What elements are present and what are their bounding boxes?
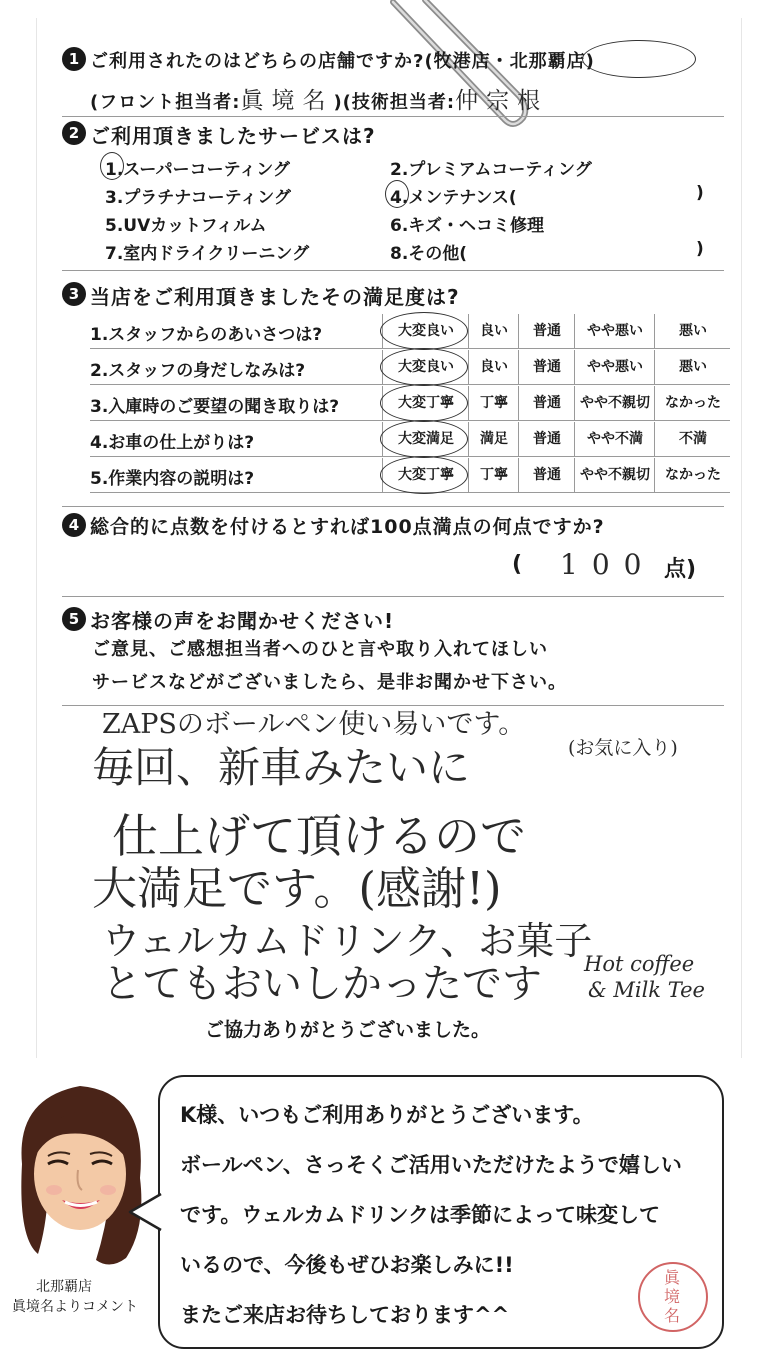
service-option[interactable]: 2.プレミアムコーティング bbox=[390, 160, 592, 180]
customer-comment: とてもおいしかったです bbox=[102, 961, 542, 1007]
question-5-number: 5 bbox=[62, 607, 86, 631]
rating-option[interactable]: 大変丁寧 bbox=[382, 458, 469, 492]
customer-comment: 仕上げて頂けるので bbox=[112, 809, 526, 863]
service-paren-close: ) bbox=[696, 239, 704, 259]
rating-option[interactable]: 良い bbox=[468, 350, 519, 384]
selection-circle-service-1 bbox=[100, 152, 124, 180]
rating-option[interactable]: やや悪い bbox=[574, 350, 655, 384]
question-1-label: ご利用されたのはどちらの店舗ですか?( bbox=[90, 51, 434, 72]
question-1-number: 1 bbox=[62, 47, 86, 71]
rating-label: 5.作業内容の説明は? bbox=[90, 469, 255, 489]
question-2-text: ご利用頂きましたサービスは? bbox=[90, 124, 376, 148]
service-option[interactable]: 1.スーパーコーティング bbox=[105, 160, 290, 180]
selection-circle-rating bbox=[380, 384, 468, 422]
rating-option[interactable]: 普通 bbox=[518, 350, 575, 384]
service-option[interactable]: 5.UVカットフィルム bbox=[105, 216, 267, 236]
rating-option[interactable]: 不満 bbox=[654, 422, 731, 456]
customer-comment: ZAPSのボールペン使い易いです。 bbox=[102, 709, 526, 740]
hanko-seal-text: 眞境名 bbox=[664, 1268, 681, 1325]
store-option-kitanaha[interactable]: 北那覇店 bbox=[509, 51, 586, 72]
selection-circle-rating bbox=[380, 312, 468, 350]
question-5-text: お客様の声をお聞かせください! bbox=[90, 609, 395, 633]
score-unit: 点) bbox=[664, 557, 697, 582]
front-staff-value: 眞境名 bbox=[240, 88, 334, 114]
rating-option[interactable]: 良い bbox=[468, 314, 519, 348]
rating-label: 3.入庫時のご要望の聞き取りは? bbox=[90, 397, 340, 417]
rating-option[interactable]: 丁寧 bbox=[468, 386, 519, 420]
rating-option[interactable]: やや不満 bbox=[574, 422, 655, 456]
question-1-close: ) bbox=[585, 51, 595, 72]
rating-label: 1.スタッフからのあいさつは? bbox=[90, 325, 323, 345]
rating-option[interactable]: 普通 bbox=[518, 422, 575, 456]
rating-label: 4.お車の仕上がりは? bbox=[90, 433, 255, 453]
reply-line: です。ウェルカムドリンクは季節によって味変して bbox=[180, 1203, 661, 1227]
question-3-text: 当店をご利用頂きましたその満足度は? bbox=[90, 285, 460, 309]
tech-staff-value: 仲宗根 bbox=[455, 88, 549, 114]
customer-comment: Hot coffee bbox=[584, 952, 695, 976]
selection-circle-store bbox=[582, 40, 696, 78]
rating-option[interactable]: やや不親切 bbox=[574, 386, 655, 420]
question-2-number: 2 bbox=[62, 121, 86, 145]
question-1-text bbox=[90, 47, 595, 73]
customer-comment: 毎回、新車みたいに bbox=[92, 743, 471, 792]
question-5-sub-2: サービスなどがございましたら、是非お聞かせ下さい。 bbox=[92, 672, 567, 693]
tech-staff-label: )(技術担当者: bbox=[333, 92, 456, 113]
customer-comment: ウェルカムドリンク、お菓子 bbox=[102, 919, 593, 963]
service-option[interactable]: 7.室内ドライクリーニング bbox=[105, 244, 310, 264]
reply-line: K様、いつもご利用ありがとうございます。 bbox=[180, 1103, 594, 1127]
reply-line: いるので、今後もぜひお楽しみに!! bbox=[180, 1253, 514, 1277]
rating-option[interactable]: 普通 bbox=[518, 386, 575, 420]
divider bbox=[62, 270, 724, 271]
service-paren-close: ) bbox=[696, 183, 704, 203]
staff-store: 北那覇店 bbox=[36, 1279, 92, 1295]
divider bbox=[62, 116, 724, 117]
divider bbox=[62, 506, 724, 507]
rating-option[interactable]: やや不親切 bbox=[574, 458, 655, 492]
customer-comment: & Milk Tee bbox=[588, 978, 705, 1002]
rating-label: 2.スタッフの身だしなみは? bbox=[90, 361, 306, 381]
service-option[interactable]: 6.キズ・ヘコミ修理 bbox=[390, 216, 544, 236]
rating-option[interactable]: 悪い bbox=[654, 350, 731, 384]
question-5-sub-1: ご意見、ご感想担当者へのひと言や取り入れてほしい bbox=[92, 639, 548, 660]
customer-comment: (お気に入り) bbox=[568, 737, 678, 759]
thanks-line: ご協力ありがとうございました。 bbox=[205, 1019, 491, 1041]
selection-circle-rating bbox=[380, 348, 468, 386]
hanko-seal bbox=[638, 1262, 708, 1332]
score-paren-open: ( bbox=[512, 552, 523, 577]
staff-avatar bbox=[8, 1078, 153, 1270]
rating-option[interactable]: 普通 bbox=[518, 314, 575, 348]
selection-circle-service-4 bbox=[385, 180, 409, 208]
rating-option[interactable]: 大変良い bbox=[382, 314, 469, 348]
selection-circle-rating bbox=[380, 456, 468, 494]
front-staff-label: (フロント担当者: bbox=[90, 92, 241, 113]
rating-option[interactable]: なかった bbox=[654, 386, 731, 420]
service-option[interactable]: 3.プラチナコーティング bbox=[105, 188, 291, 208]
rating-option[interactable]: なかった bbox=[654, 458, 731, 492]
question-3-number: 3 bbox=[62, 282, 86, 306]
score-value[interactable]: 100 bbox=[560, 548, 656, 581]
customer-comment: 大満足です。(感謝!) bbox=[92, 862, 502, 915]
service-option[interactable]: 8.その他( bbox=[390, 244, 468, 264]
rating-option[interactable]: 普通 bbox=[518, 458, 575, 492]
reply-line: またご来店お待ちしております^^ bbox=[180, 1303, 510, 1327]
rating-option[interactable]: 大変良い bbox=[382, 350, 469, 384]
rating-option[interactable]: 大変丁寧 bbox=[382, 386, 469, 420]
divider bbox=[62, 596, 724, 597]
rating-option[interactable]: やや悪い bbox=[574, 314, 655, 348]
store-separator: ・ bbox=[490, 51, 510, 72]
store-option-makiminato[interactable]: 牧港店 bbox=[433, 51, 491, 72]
front-staff-line bbox=[90, 82, 548, 115]
question-4-text: 総合的に点数を付けるとすれば100点満点の何点ですか? bbox=[90, 516, 605, 538]
selection-circle-rating bbox=[380, 420, 468, 458]
staff-caption: 眞境名よりコメント bbox=[12, 1299, 138, 1315]
reply-line: ボールペン、さっそくご活用いただけたようで嬉しい bbox=[180, 1153, 682, 1177]
rating-option[interactable]: 丁寧 bbox=[468, 458, 519, 492]
service-option[interactable]: 4.メンテナンス( bbox=[390, 188, 517, 208]
question-4-number: 4 bbox=[62, 513, 86, 537]
rating-option[interactable]: 悪い bbox=[654, 314, 731, 348]
rating-option[interactable]: 大変満足 bbox=[382, 422, 469, 456]
bubble-tail bbox=[128, 1190, 164, 1234]
rating-option[interactable]: 満足 bbox=[468, 422, 519, 456]
